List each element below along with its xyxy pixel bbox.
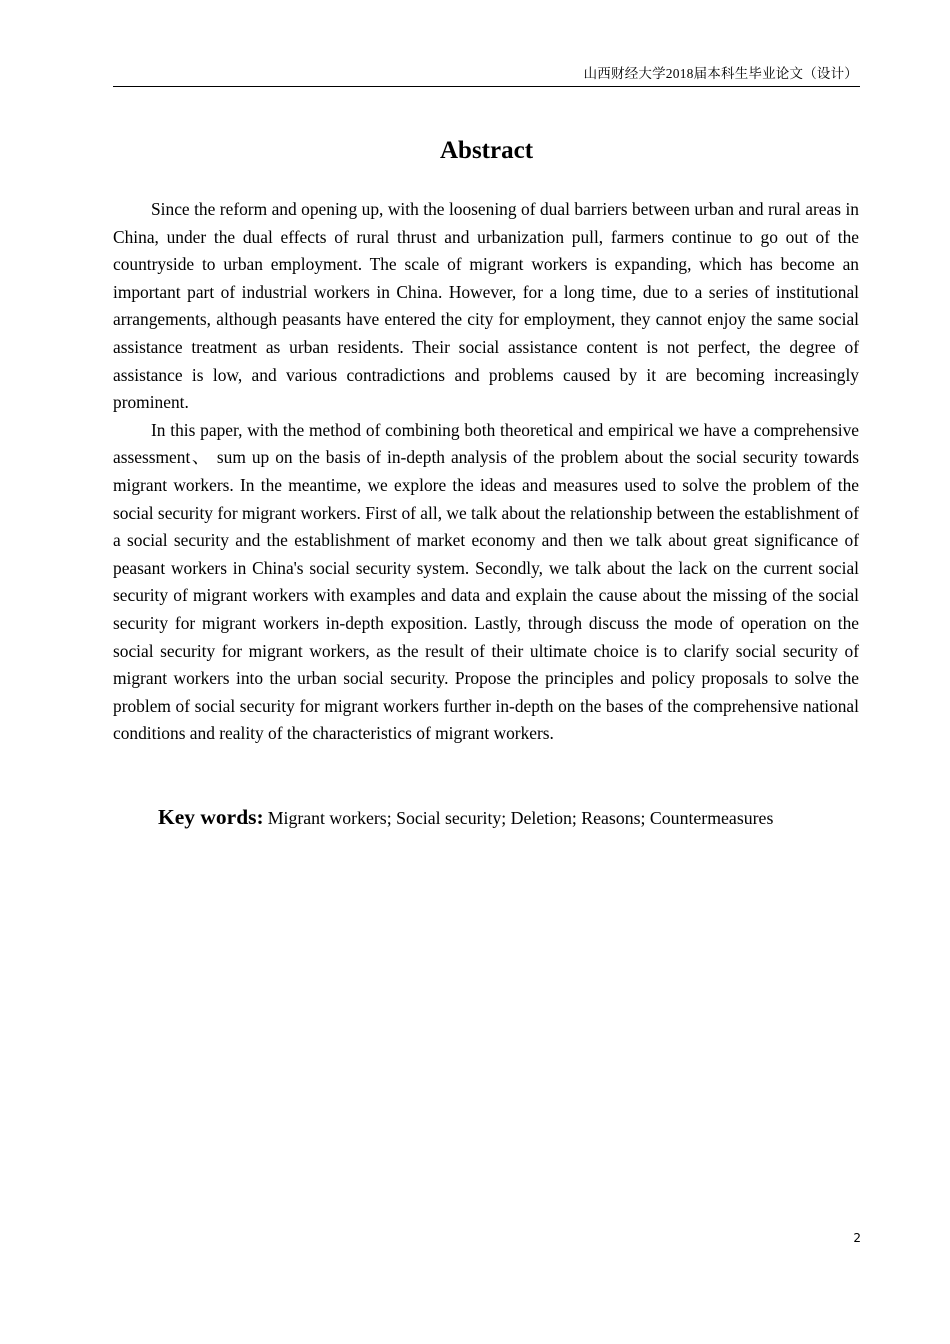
abstract-title: Abstract <box>439 137 534 164</box>
page-number: 2 <box>853 1231 861 1245</box>
page-header <box>113 66 860 87</box>
abstract-paragraph-2: In this paper, with the method of combining both theoretical and empirical we have a comprehensive assessment、 sum up on the basis of in-depth analysis of the problem about the social security towards migrant workers. In the meantime, we explore the ideas and measures used to solve the problem of the social security for migrant workers. First of all, we talk about the relationship between the establishment of a social security and the establishment of market economy and then we talk about great significance of peasant workers in China's social security system. Secondly, we talk about the lack on the current social security of migrant workers with examples and data and explain the cause about the missing of the social security for migrant workers in-depth exposition. Lastly, through discuss the mode of operation on the social security for migrant workers, as the result of their ultimate choice is to clarify social security of migrant workers into the urban social security. Propose the principles and policy proposals to solve the problem of social security for migrant workers further in-depth on the bases of the comprehensive national conditions and reality of the characteristics of migrant workers. <box>113 419 859 744</box>
abstract-body <box>113 196 859 748</box>
keywords-label: Key words: <box>158 805 264 829</box>
keywords-line <box>158 802 858 835</box>
keywords-text: Migrant workers; Social security; Deletion; Reasons; Countermeasures <box>267 808 774 828</box>
header-title: 山西财经大学2018届本科生毕业论文（设计） <box>583 66 858 81</box>
abstract-paragraph-1: Since the reform and opening up, with the loosening of dual barriers between urban and rural areas in China, under the dual effects of rural thrust and urbanization pull, farmers continue to go out of the countryside to urban employment. The scale of migrant workers is expanding, which has become an important part of industrial workers in China. However, for a long time, due to a series of institutional arrangements, although peasants have entered the city for employment, they cannot enjoy the same social assistance treatment as urban residents. Their social assistance content is not perfect, the degree of assistance is low, and various contradictions and problems caused by it are becoming increasingly prominent. <box>113 199 859 413</box>
